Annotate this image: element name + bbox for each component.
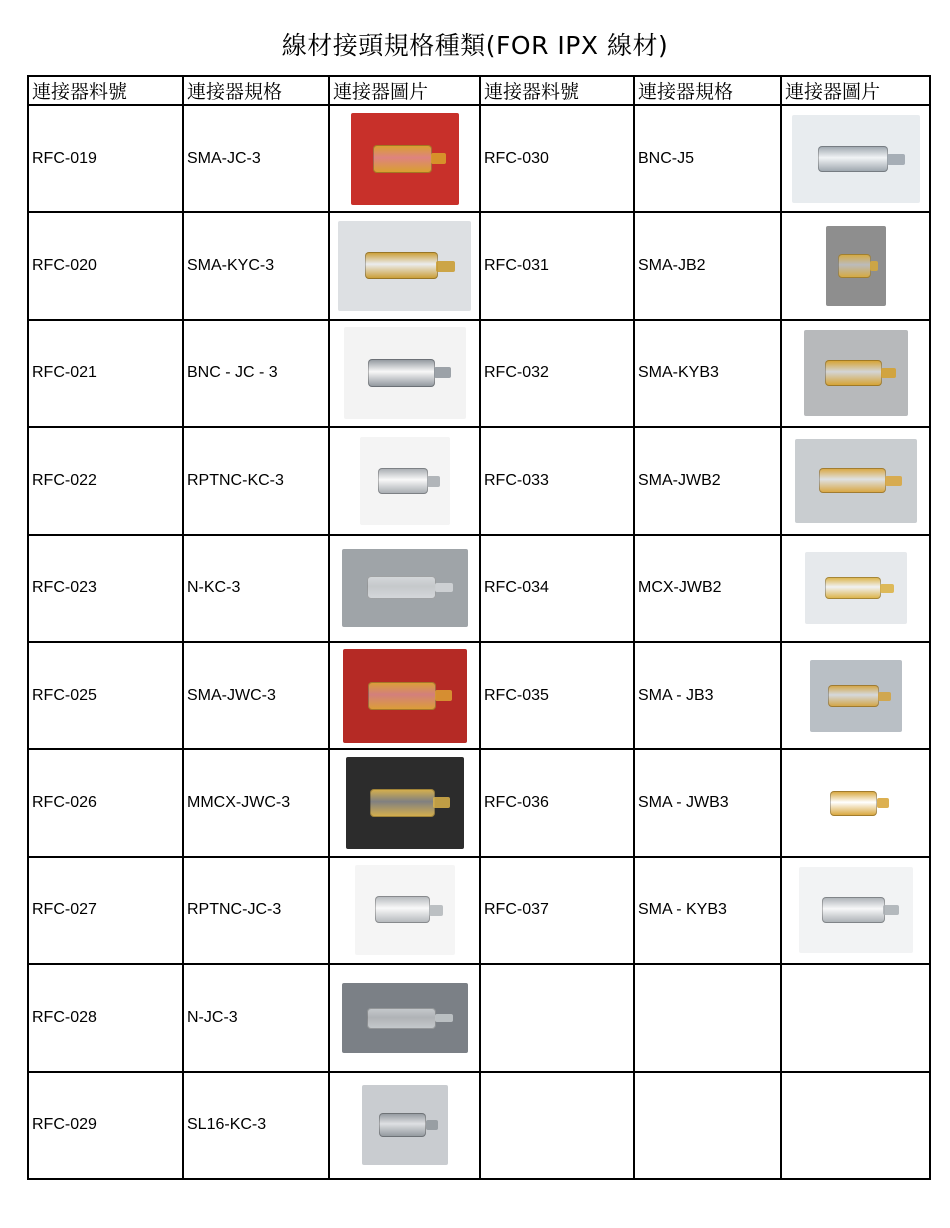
connector-photo [360,437,450,525]
part-number-cell: RFC-025 [28,642,183,749]
connector-pin-shape [426,1120,438,1130]
part-number-cell: RFC-027 [28,857,183,964]
photo-cell [329,320,480,427]
part-number-cell [480,1072,634,1179]
connector-body-shape [373,145,432,173]
connector-photo [344,327,466,419]
photo-cell [781,857,930,964]
connector-pin-shape [877,798,889,808]
part-number-cell: RFC-022 [28,427,183,534]
connector-photo [355,865,455,955]
photo-cell [781,320,930,427]
part-number-cell: RFC-020 [28,212,183,319]
connector-pin-shape [885,476,902,486]
part-number-cell: RFC-019 [28,105,183,212]
connector-pin-shape [433,797,450,808]
connector-pin-shape [878,692,891,701]
spec-cell [634,1072,781,1179]
photo-cell [781,964,930,1071]
part-number-cell: RFC-028 [28,964,183,1071]
spec-cell: SMA-KYB3 [634,320,781,427]
connector-pin-shape [435,1014,453,1022]
table-row [28,105,930,212]
part-number-cell: RFC-029 [28,1072,183,1179]
photo-cell [781,212,930,319]
table-row [28,320,930,427]
connector-photo [338,221,471,311]
spec-cell: BNC - JC - 3 [183,320,329,427]
part-number-cell: RFC-033 [480,427,634,534]
spec-cell: N-KC-3 [183,535,329,642]
table-row [28,535,930,642]
photo-cell [781,642,930,749]
spec-cell: MCX-JWB2 [634,535,781,642]
part-number-cell: RFC-030 [480,105,634,212]
photo-cell [781,427,930,534]
connector-photo [351,113,459,205]
part-number-cell: RFC-032 [480,320,634,427]
photo-cell [329,749,480,856]
table-header-row [28,76,930,105]
table-row [28,749,930,856]
connector-body-shape [828,685,879,707]
connector-pin-shape [880,584,894,593]
table-row [28,857,930,964]
connector-body-shape [370,789,435,817]
photo-cell [329,212,480,319]
part-number-cell: RFC-036 [480,749,634,856]
header-spec: 連接器規格 [634,76,781,105]
spec-cell: SMA-JWC-3 [183,642,329,749]
connector-pin-shape [427,476,440,487]
connector-photo [342,983,468,1053]
photo-cell [329,105,480,212]
spec-cell: N-JC-3 [183,964,329,1071]
connector-photo [342,549,468,627]
spec-cell: MMCX-JWC-3 [183,749,329,856]
spec-cell: RPTNC-JC-3 [183,857,329,964]
connector-photo [805,552,907,624]
connector-body-shape [378,468,428,494]
part-number-cell [480,964,634,1071]
photo-cell [329,857,480,964]
header-part-number: 連接器料號 [480,76,634,105]
connector-photo [362,1085,448,1165]
photo-cell [329,535,480,642]
photo-cell [781,105,930,212]
connector-photo [792,115,920,203]
part-number-cell: RFC-021 [28,320,183,427]
connector-photo [795,439,917,523]
connector-spec-table [27,75,931,1180]
connector-photo [343,649,467,743]
connector-body-shape [818,146,888,172]
photo-cell [781,535,930,642]
connector-photo [346,757,464,849]
connector-pin-shape [870,261,878,271]
connector-body-shape [367,576,436,599]
connector-pin-shape [887,154,905,165]
connector-pin-shape [431,153,446,164]
part-number-cell: RFC-034 [480,535,634,642]
table-row [28,427,930,534]
photo-cell [329,1072,480,1179]
spec-cell: SL16-KC-3 [183,1072,329,1179]
page-title: 線材接頭規格種類(FOR IPX 線材) [281,31,669,60]
connector-body-shape [838,254,871,278]
connector-body-shape [375,896,430,923]
photo-cell [781,749,930,856]
connector-pin-shape [435,690,452,701]
connector-pin-shape [881,368,896,378]
table-row [28,964,930,1071]
connector-body-shape [365,252,438,279]
part-number-cell: RFC-023 [28,535,183,642]
spec-cell: SMA - JB3 [634,642,781,749]
spec-cell [634,964,781,1071]
connector-body-shape [830,791,877,816]
connector-photo [804,330,908,416]
spec-cell: SMA-KYC-3 [183,212,329,319]
connector-photo [813,762,899,844]
table-row [28,212,930,319]
part-number-cell: RFC-031 [480,212,634,319]
spec-cell: SMA-JWB2 [634,427,781,534]
header-spec: 連接器規格 [183,76,329,105]
connector-body-shape [379,1113,426,1137]
spec-cell: RPTNC-KC-3 [183,427,329,534]
photo-cell [329,642,480,749]
connector-body-shape [368,682,436,710]
connector-photo [799,867,913,953]
part-number-cell: RFC-035 [480,642,634,749]
photo-cell [781,1072,930,1179]
part-number-cell: RFC-026 [28,749,183,856]
connector-body-shape [367,1008,436,1029]
connector-pin-shape [434,367,451,378]
header-photo: 連接器圖片 [781,76,930,105]
photo-cell [329,427,480,534]
spec-cell: SMA - JWB3 [634,749,781,856]
table-row [28,1072,930,1179]
spec-cell: SMA-JC-3 [183,105,329,212]
table-row [28,642,930,749]
connector-pin-shape [435,583,453,592]
connector-pin-shape [436,261,455,272]
spec-cell: SMA - KYB3 [634,857,781,964]
connector-body-shape [822,897,885,923]
connector-pin-shape [429,905,443,916]
spec-cell: BNC-J5 [634,105,781,212]
connector-photo [826,226,886,306]
header-photo: 連接器圖片 [329,76,480,105]
photo-cell [329,964,480,1071]
header-part-number: 連接器料號 [28,76,183,105]
part-number-cell: RFC-037 [480,857,634,964]
connector-body-shape [819,468,886,493]
spec-cell: SMA-JB2 [634,212,781,319]
connector-body-shape [368,359,435,387]
connector-photo [810,660,902,732]
connector-body-shape [825,577,881,599]
connector-pin-shape [883,905,899,915]
connector-body-shape [825,360,882,386]
